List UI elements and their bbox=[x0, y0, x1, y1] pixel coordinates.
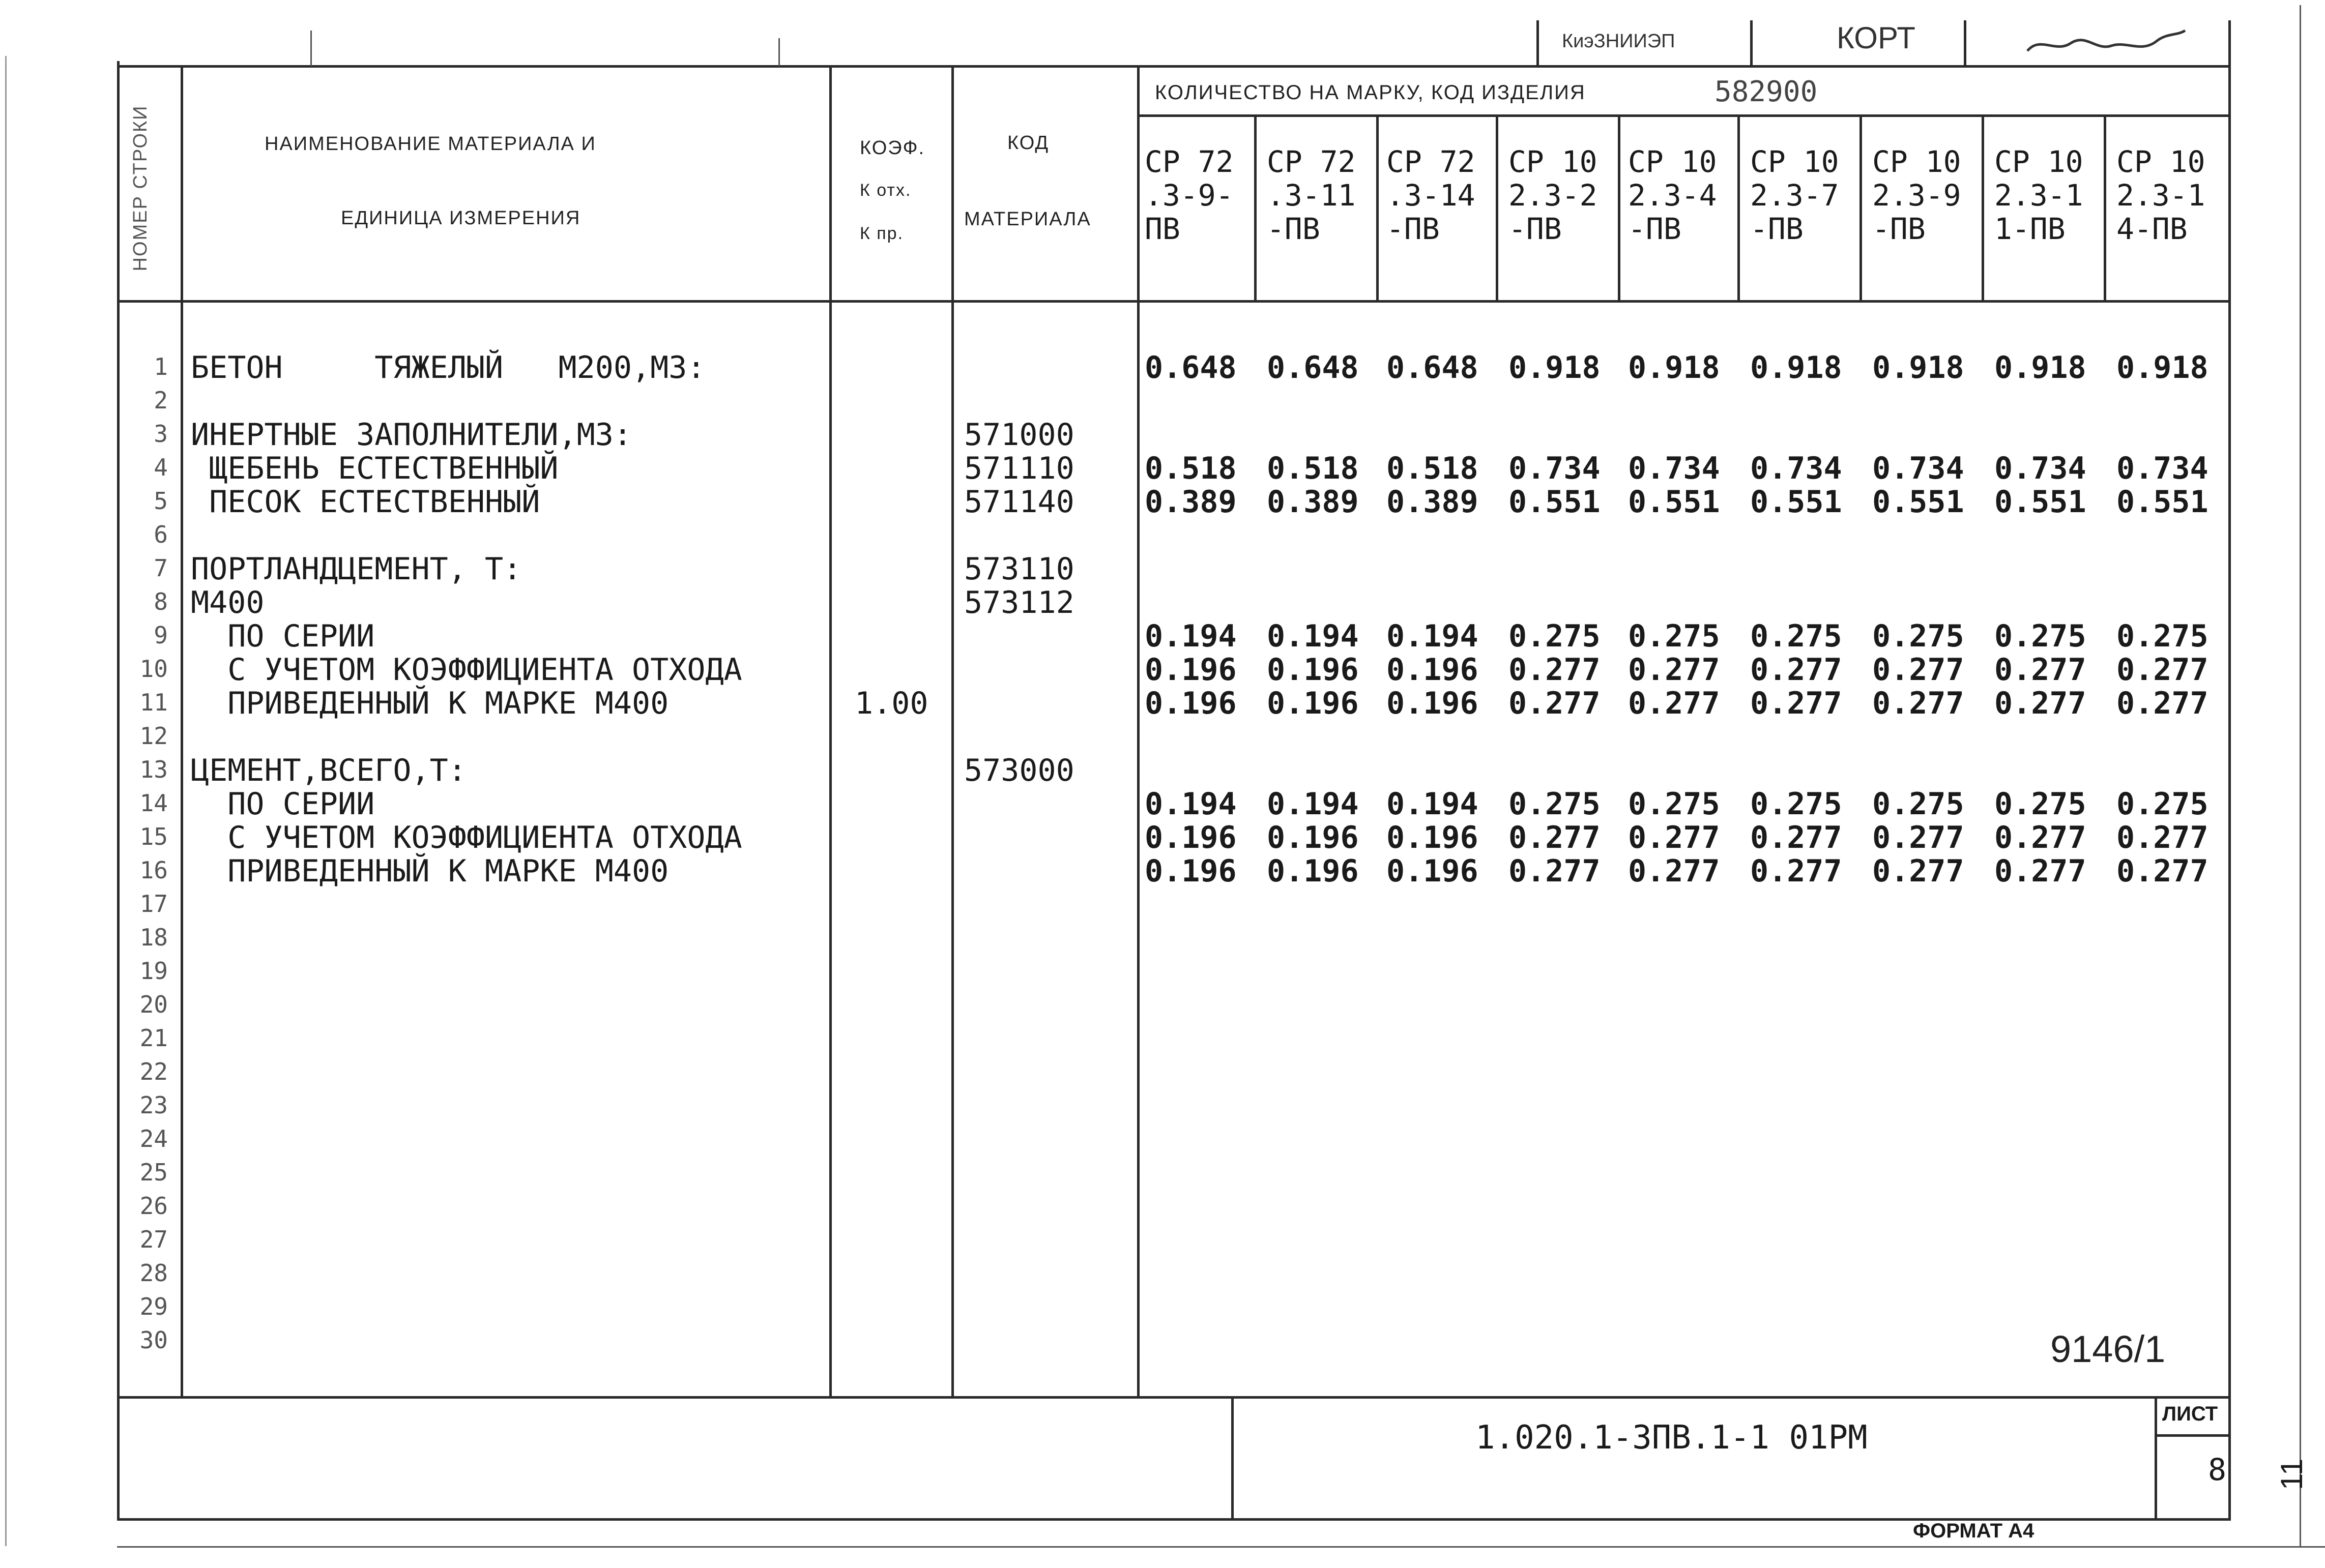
row-number: 30 bbox=[139, 1326, 168, 1354]
quantity-cell: 0.389 bbox=[1386, 484, 1478, 520]
quantity-cell: 0.551 bbox=[1628, 484, 1720, 520]
quantity-cell: 0.277 bbox=[1994, 686, 2086, 721]
row-number: 27 bbox=[139, 1226, 168, 1253]
material-name: М400 bbox=[191, 585, 265, 620]
quantity-cell: 0.277 bbox=[1628, 652, 1720, 688]
quantity-cell: 0.196 bbox=[1386, 820, 1478, 855]
top-tick-1 bbox=[310, 31, 312, 66]
row-number-header: НОМЕР СТРОКИ bbox=[130, 105, 151, 272]
quantity-cell: 0.551 bbox=[1994, 484, 2086, 520]
column-header-6 bbox=[1750, 145, 1870, 246]
sheet-label-line bbox=[2155, 1434, 2231, 1437]
quantity-cell: 0.918 bbox=[1750, 350, 1842, 386]
column-header-line: СР 10 bbox=[1628, 144, 1717, 179]
material-name: ЦЕМЕНТ,ВСЕГО,Т: bbox=[191, 753, 467, 788]
quantity-cell: 0.648 bbox=[1386, 350, 1478, 386]
quantity-cell: 0.518 bbox=[1386, 451, 1478, 486]
col-line-name bbox=[829, 65, 832, 1398]
column-header-1 bbox=[1145, 145, 1265, 246]
header-bottom-line bbox=[117, 300, 2231, 303]
handwritten-number: 9146/1 bbox=[2050, 1328, 2166, 1370]
quantity-cell: 0.275 bbox=[1750, 618, 1842, 654]
column-header-4 bbox=[1508, 145, 1629, 246]
quantity-cell: 0.196 bbox=[1267, 686, 1359, 721]
row-number: 7 bbox=[154, 554, 168, 582]
column-header-line: СР 72 bbox=[1386, 144, 1475, 179]
col-line-code bbox=[1137, 65, 1140, 1398]
material-name-header-1: НАИМЕНОВАНИЕ МАТЕРИАЛА И bbox=[265, 133, 596, 155]
quantity-cell: 0.734 bbox=[1872, 451, 1964, 486]
row-number: 12 bbox=[139, 722, 168, 750]
quantity-cell: 0.194 bbox=[1386, 786, 1478, 822]
row-number: 20 bbox=[139, 991, 168, 1018]
row-number: 14 bbox=[139, 789, 168, 817]
quantity-cell: 0.277 bbox=[1628, 820, 1720, 855]
outer-left-line bbox=[5, 56, 7, 1546]
column-header-line: 2.3-1 bbox=[1994, 178, 2083, 213]
column-header-line: СР 10 bbox=[2116, 144, 2205, 179]
quantity-cell: 0.277 bbox=[1994, 853, 2086, 889]
quantity-cell: 0.277 bbox=[1508, 686, 1601, 721]
column-header-8 bbox=[1994, 145, 2114, 246]
quantity-cell: 0.277 bbox=[1750, 686, 1842, 721]
quantity-cell: 0.734 bbox=[1628, 451, 1720, 486]
outer-right-line bbox=[2300, 5, 2301, 1548]
material-name: ЩЕБЕНЬ ЕСТЕСТВЕННЫЙ bbox=[191, 451, 559, 486]
quantity-cell: 0.277 bbox=[1872, 686, 1964, 721]
stamp-divider-1 bbox=[1536, 20, 1539, 66]
quantity-cell: 0.194 bbox=[1145, 618, 1237, 654]
column-header-line: ПВ bbox=[1145, 212, 1180, 246]
row-number: 9 bbox=[154, 622, 168, 649]
row-number: 2 bbox=[154, 387, 168, 414]
column-header-line: СР 10 bbox=[1750, 144, 1839, 179]
column-header-line: 2.3-1 bbox=[2116, 178, 2205, 213]
column-header-3 bbox=[1386, 145, 1506, 246]
quantity-cell: 0.275 bbox=[1994, 618, 2086, 654]
quantity-cell: 0.275 bbox=[2116, 786, 2208, 822]
frame-top-border bbox=[117, 65, 2231, 68]
row-number: 25 bbox=[139, 1159, 168, 1186]
quantity-cell: 0.196 bbox=[1145, 652, 1237, 688]
column-header-line: СР 72 bbox=[1145, 144, 1234, 179]
quantity-cell: 0.275 bbox=[1872, 786, 1964, 822]
header-quantity-line bbox=[1137, 114, 2231, 117]
material-name: ПО СЕРИИ bbox=[191, 618, 375, 654]
material-name: БЕТОН ТЯЖЕЛЫЙ М200,М3: bbox=[191, 350, 706, 386]
product-code: 582900 bbox=[1714, 75, 1818, 108]
quantity-cell: 0.518 bbox=[1145, 451, 1237, 486]
quantity-cell: 0.551 bbox=[1508, 484, 1601, 520]
column-header-line: 4-ПВ bbox=[2116, 212, 2188, 246]
column-header-7 bbox=[1872, 145, 1992, 246]
quantity-cell: 0.196 bbox=[1267, 820, 1359, 855]
col-line-rownum bbox=[181, 65, 183, 1398]
quantity-cell: 0.194 bbox=[1145, 786, 1237, 822]
quantity-cell: 0.277 bbox=[1628, 686, 1720, 721]
quantity-cell: 0.277 bbox=[2116, 652, 2208, 688]
quantity-cell: 0.277 bbox=[1508, 853, 1601, 889]
quantity-cell: 0.648 bbox=[1267, 350, 1359, 386]
top-tick-2 bbox=[778, 38, 780, 66]
stamp-org: КиэЗНИИЭП bbox=[1562, 31, 1675, 52]
code-header-2: МАТЕРИАЛА bbox=[964, 209, 1091, 230]
code-header-1: КОД bbox=[1007, 132, 1050, 154]
material-code: 573000 bbox=[964, 753, 1074, 788]
quantity-cell: 0.277 bbox=[1872, 652, 1964, 688]
row-number: 3 bbox=[154, 420, 168, 448]
material-code: 573110 bbox=[964, 551, 1074, 587]
quantity-cell: 0.275 bbox=[1750, 786, 1842, 822]
column-header-line: СР 10 bbox=[1994, 144, 2083, 179]
material-name: ПРИВЕДЕННЫЙ К МАРКЕ М400 bbox=[191, 686, 669, 721]
stamp-divider-2 bbox=[1750, 20, 1753, 66]
column-header-line: СР 10 bbox=[1508, 144, 1597, 179]
row-number: 16 bbox=[139, 856, 168, 884]
row-number: 22 bbox=[139, 1058, 168, 1085]
quantity-cell: 0.518 bbox=[1267, 451, 1359, 486]
quantity-cell: 0.551 bbox=[2116, 484, 2208, 520]
footer-divider-2 bbox=[2155, 1396, 2157, 1518]
quantity-cell: 0.196 bbox=[1267, 853, 1359, 889]
quantity-cell: 0.389 bbox=[1267, 484, 1359, 520]
quantity-cell: 0.196 bbox=[1386, 652, 1478, 688]
quantity-cell: 0.277 bbox=[2116, 853, 2208, 889]
row-number: 17 bbox=[139, 890, 168, 918]
quantity-cell: 0.277 bbox=[1872, 820, 1964, 855]
quantity-header: КОЛИЧЕСТВО НА МАРКУ, КОД ИЗДЕЛИЯ bbox=[1155, 81, 1586, 104]
quantity-cell: 0.275 bbox=[1872, 618, 1964, 654]
material-name: С УЧЕТОМ КОЭФФИЦИЕНТА ОТХОДА bbox=[191, 820, 742, 855]
row-number: 23 bbox=[139, 1091, 168, 1119]
stamp-kort: КОРТ bbox=[1837, 21, 1915, 55]
column-header-line: .3-11 bbox=[1267, 178, 1356, 213]
coefficient: 1.00 bbox=[855, 686, 928, 721]
row-number: 5 bbox=[154, 487, 168, 515]
quantity-cell: 0.275 bbox=[1628, 786, 1720, 822]
quantity-cell: 0.196 bbox=[1145, 820, 1237, 855]
row-number: 10 bbox=[139, 655, 168, 683]
stamp-divider-3 bbox=[1964, 20, 1966, 66]
quantity-cell: 0.918 bbox=[1872, 350, 1964, 386]
column-header-9 bbox=[2116, 145, 2236, 246]
row-number: 4 bbox=[154, 454, 168, 481]
row-number: 18 bbox=[139, 924, 168, 951]
quantity-cell: 0.918 bbox=[1508, 350, 1601, 386]
row-number: 11 bbox=[139, 689, 168, 716]
row-number: 1 bbox=[154, 353, 168, 380]
material-code: 573112 bbox=[964, 585, 1074, 620]
sheet-label: ЛИСТ bbox=[2162, 1403, 2218, 1425]
quantity-cell: 0.277 bbox=[2116, 820, 2208, 855]
material-code: 571140 bbox=[964, 484, 1074, 520]
row-number: 24 bbox=[139, 1125, 168, 1152]
quantity-cell: 0.918 bbox=[2116, 350, 2208, 386]
quantity-cell: 0.275 bbox=[2116, 618, 2208, 654]
quantity-cell: 0.277 bbox=[1508, 652, 1601, 688]
quantity-cell: 0.194 bbox=[1386, 618, 1478, 654]
column-header-5 bbox=[1628, 145, 1748, 246]
quantity-cell: 0.277 bbox=[1994, 820, 2086, 855]
material-code: 571110 bbox=[964, 451, 1074, 486]
material-name-header-2: ЕДИНИЦА ИЗМЕРЕНИЯ bbox=[341, 208, 581, 229]
quantity-cell: 0.734 bbox=[2116, 451, 2208, 486]
material-name: ПРИВЕДЕННЫЙ К МАРКЕ М400 bbox=[191, 853, 669, 889]
column-header-line: 1-ПВ bbox=[1994, 212, 2066, 246]
quantity-cell: 0.277 bbox=[1750, 820, 1842, 855]
column-header-line: 2.3-9 bbox=[1872, 178, 1961, 213]
frame-left-border bbox=[117, 61, 120, 1521]
quantity-cell: 0.277 bbox=[1750, 853, 1842, 889]
outer-bottom-line bbox=[117, 1546, 2325, 1548]
material-name: ПОРТЛАНДЦЕМЕНТ, Т: bbox=[191, 551, 522, 587]
row-number: 29 bbox=[139, 1293, 168, 1320]
quantity-cell: 0.551 bbox=[1750, 484, 1842, 520]
column-header-line: .3-14 bbox=[1386, 178, 1475, 213]
column-header-2 bbox=[1267, 145, 1387, 246]
material-name: С УЧЕТОМ КОЭФФИЦИЕНТА ОТХОДА bbox=[191, 652, 742, 688]
coef-header-2: К отх. bbox=[860, 181, 912, 200]
column-header-line: -ПВ bbox=[1628, 212, 1681, 246]
material-code: 571000 bbox=[964, 417, 1074, 453]
column-header-line: -ПВ bbox=[1872, 212, 1926, 246]
stamp-signature bbox=[2025, 25, 2188, 64]
column-header-line: -ПВ bbox=[1386, 212, 1440, 246]
quantity-cell: 0.194 bbox=[1267, 618, 1359, 654]
column-header-line: -ПВ bbox=[1750, 212, 1804, 246]
quantity-cell: 0.196 bbox=[1386, 686, 1478, 721]
quantity-cell: 0.734 bbox=[1750, 451, 1842, 486]
quantity-cell: 0.277 bbox=[1508, 820, 1601, 855]
row-number: 19 bbox=[139, 957, 168, 985]
row-number: 21 bbox=[139, 1024, 168, 1052]
footer-top-line bbox=[117, 1396, 2231, 1399]
quantity-cell: 0.389 bbox=[1145, 484, 1237, 520]
quantity-cell: 0.277 bbox=[1750, 652, 1842, 688]
quantity-cell: 0.275 bbox=[1628, 618, 1720, 654]
side-number: 11 bbox=[2275, 1458, 2309, 1490]
quantity-cell: 0.277 bbox=[1872, 853, 1964, 889]
quantity-cell: 0.277 bbox=[1628, 853, 1720, 889]
column-header-line: СР 72 bbox=[1267, 144, 1356, 179]
col-line-coef bbox=[951, 65, 954, 1398]
quantity-cell: 0.277 bbox=[2116, 686, 2208, 721]
quantity-cell: 0.551 bbox=[1872, 484, 1964, 520]
quantity-cell: 0.196 bbox=[1145, 853, 1237, 889]
quantity-cell: 0.196 bbox=[1386, 853, 1478, 889]
coef-header-3: К пр. bbox=[860, 224, 904, 243]
row-number: 15 bbox=[139, 823, 168, 850]
quantity-cell: 0.275 bbox=[1508, 618, 1601, 654]
material-name: ПО СЕРИИ bbox=[191, 786, 375, 822]
column-header-line: -ПВ bbox=[1508, 212, 1562, 246]
quantity-cell: 0.275 bbox=[1508, 786, 1601, 822]
row-number: 28 bbox=[139, 1259, 168, 1287]
quantity-cell: 0.918 bbox=[1628, 350, 1720, 386]
quantity-cell: 0.277 bbox=[1994, 652, 2086, 688]
sheet-number: 8 bbox=[2208, 1452, 2227, 1488]
quantity-cell: 0.734 bbox=[1508, 451, 1601, 486]
column-header-line: СР 10 bbox=[1872, 144, 1961, 179]
column-header-line: -ПВ bbox=[1267, 212, 1320, 246]
column-header-line: 2.3-2 bbox=[1508, 178, 1597, 213]
quantity-cell: 0.196 bbox=[1145, 686, 1237, 721]
column-header-line: 2.3-4 bbox=[1628, 178, 1717, 213]
format-label: ФОРМАТ А4 bbox=[1913, 1520, 2035, 1542]
quantity-cell: 0.918 bbox=[1994, 350, 2086, 386]
row-number: 8 bbox=[154, 588, 168, 615]
quantity-cell: 0.275 bbox=[1994, 786, 2086, 822]
row-number: 13 bbox=[139, 756, 168, 783]
row-number: 26 bbox=[139, 1192, 168, 1220]
document-code: 1.020.1-3ПВ.1-1 01РМ bbox=[1475, 1419, 1868, 1457]
material-name: ИНЕРТНЫЕ ЗАПОЛНИТЕЛИ,М3: bbox=[191, 417, 632, 453]
quantity-cell: 0.734 bbox=[1994, 451, 2086, 486]
column-header-line: 2.3-7 bbox=[1750, 178, 1839, 213]
column-header-line: .3-9- bbox=[1145, 178, 1234, 213]
footer-divider-1 bbox=[1231, 1396, 1234, 1518]
material-name: ПЕСОК ЕСТЕСТВЕННЫЙ bbox=[191, 484, 540, 520]
coef-header-1: КОЭФ. bbox=[860, 137, 925, 159]
quantity-cell: 0.194 bbox=[1267, 786, 1359, 822]
quantity-cell: 0.196 bbox=[1267, 652, 1359, 688]
quantity-cell: 0.648 bbox=[1145, 350, 1237, 386]
row-number: 6 bbox=[154, 521, 168, 548]
